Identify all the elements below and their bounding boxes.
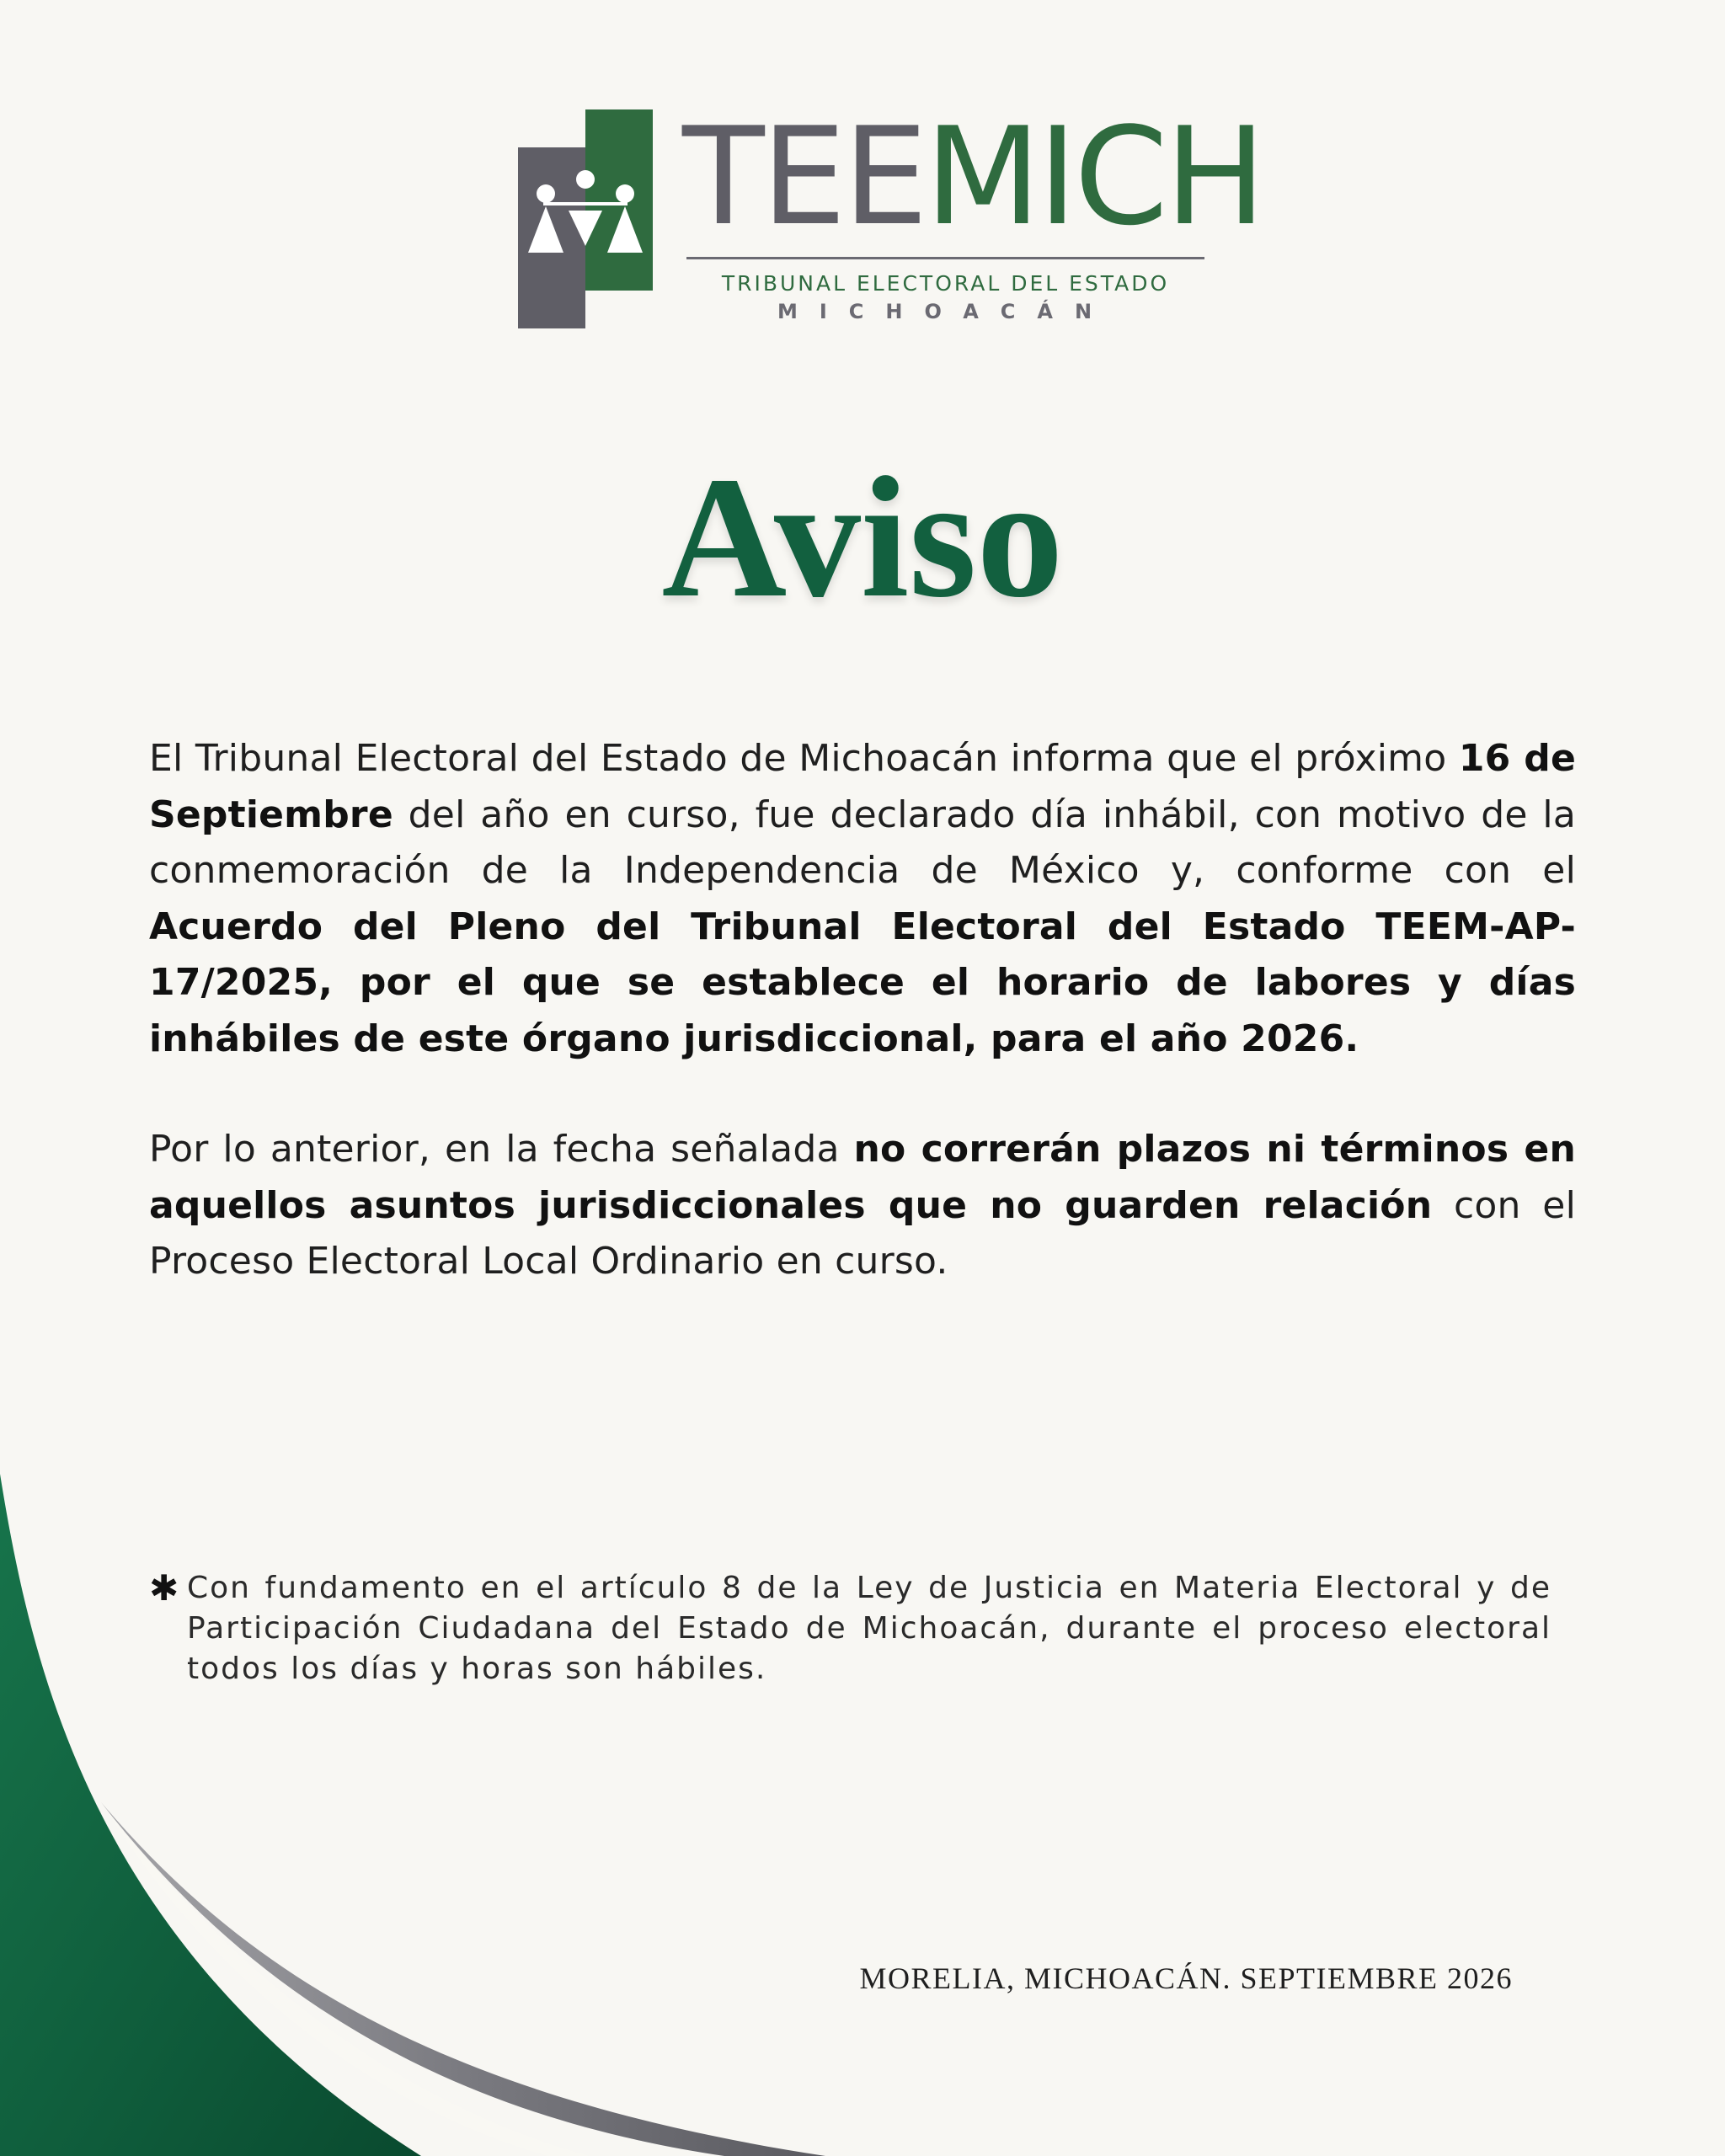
paragraph2-bold: no correrán plazos ni términos en aquellos asuntos jurisdiccionales que no guarden relación (149, 1128, 1576, 1227)
logo-subtitle-line1: TRIBUNAL ELECTORAL DEL ESTADO (721, 271, 1170, 296)
footnote-text: Con fundamento en el artículo 8 de la Ley de Justicia en Materia Electoral y de Participación Ciudadana del Estado de Michoacán, durante el proceso electoral todos los días y horas son hábiles. (187, 1571, 1551, 1686)
notice-paragraph-1 (149, 731, 1576, 1067)
logo-word-part2: MICH (924, 98, 1263, 255)
footer-location-date: MORELIA, MICHOACÁN. SEPTIEMBRE 2026 (859, 1961, 1513, 1995)
asterisk-icon: ✱ (149, 1567, 179, 1609)
paragraph1-intro: El Tribunal Electoral del Estado de Michoacán informa que el próximo (149, 737, 1459, 780)
logo-divider (686, 257, 1204, 259)
logo-wordmark (682, 98, 1263, 255)
teemich-logo (518, 98, 1263, 337)
notice-paragraph-2 (149, 1122, 1576, 1290)
logo-word-part1: TEE (682, 98, 925, 255)
paragraph1-middle: del año en curso, fue declarado día inhábil, con motivo de la conmemoración de la Independencia de México y, conforme con el (149, 792, 1576, 892)
decorative-swoosh (0, 1432, 927, 2156)
paragraph1-date: 16 de Septiembre (149, 737, 1576, 836)
logo-subtitle-line2: MICHOACÁN (777, 300, 1114, 323)
page-title: Aviso (661, 440, 1064, 633)
paragraph2-end: con el Proceso Electoral Local Ordinario en curso. (149, 1183, 1577, 1283)
three-figures-scales-icon (518, 109, 653, 330)
paragraph2-intro: Por lo anterior, en la fecha señalada (149, 1128, 854, 1171)
paragraph1-agreement: Acuerdo del Pleno del Tribunal Electoral del Estado TEEM-AP-17/2025, por el que se establece el horario de labores y días inhábiles de este órgano jurisdiccional, para el año 2026. (149, 905, 1576, 1060)
